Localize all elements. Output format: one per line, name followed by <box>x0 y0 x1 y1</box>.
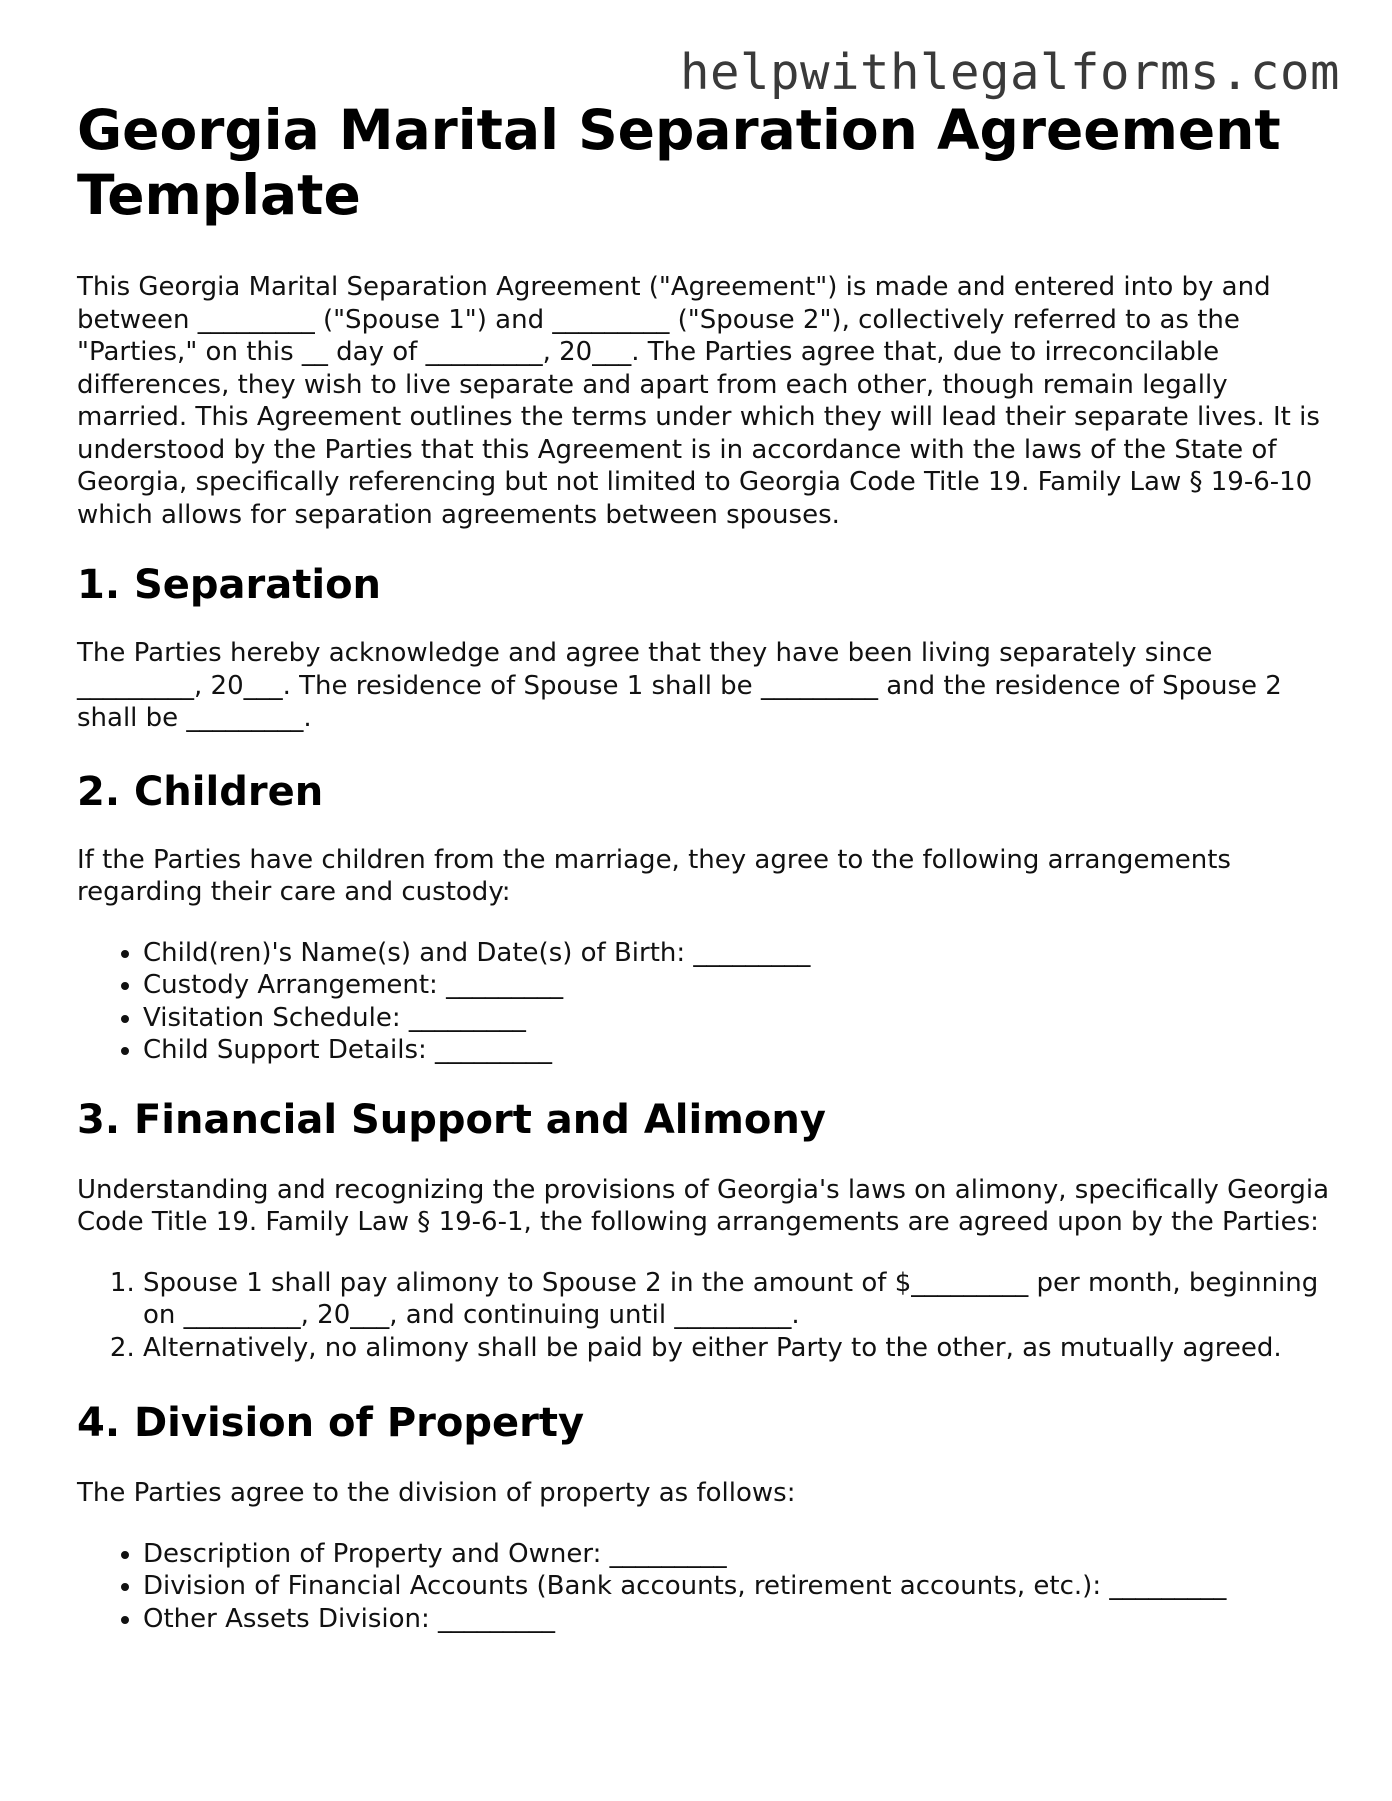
list-item: • Other Assets Division: _________ <box>143 1603 1337 1636</box>
watermark: helpwithlegalforms.com <box>679 44 1340 101</box>
intro-paragraph: This Georgia Marital Separation Agreement ("Agreement") is made and entered into by and between _________ ("Spouse 1") and _________ ("Spouse 2"), collectively referred to as the "Parties," on this __ day of _________, 20___. The Parties agree that, due to irreconcilable differences, they wish to live separate and apart from each other, though remain legally married. This Agreement outlines the terms under which they will lead their separate lives. It is understood by the Parties that this Agreement is in accordance with the laws of the State of Georgia, specifically referencing but not limited to Georgia Code Title 19. Family Law § 19-6-10 which allows for separation agreements between spouses. <box>77 272 1320 530</box>
list-item: • Visitation Schedule: _________ <box>143 1002 1337 1035</box>
list-item: 1. Spouse 1 shall pay alimony to Spouse 2 in the amount of $_________ per month, beginning on _________, 20___, and continuing until _________. <box>143 1267 1337 1332</box>
list-item: • Child Support Details: _________ <box>143 1034 1337 1067</box>
section-heading-separation: 1. Separation <box>77 562 382 608</box>
children-list <box>77 937 1337 1067</box>
section-heading-financial-support: 3. Financial Support and Alimony <box>77 1096 826 1143</box>
list-item: • Child(ren)'s Name(s) and Date(s) of Birth: _________ <box>143 937 1337 970</box>
document-page <box>77 98 1337 1635</box>
section-heading-division-of-property: 4. Division of Property <box>77 1400 585 1446</box>
document-title: Georgia Marital Separation Agreement Template <box>77 98 1281 227</box>
property-list <box>77 1538 1337 1636</box>
section-body-division-of-property: The Parties agree to the division of property as follows: <box>77 1478 796 1508</box>
list-item: 2. Alternatively, no alimony shall be paid by either Party to the other, as mutually agreed. <box>143 1332 1337 1365</box>
section-body-financial-support: Understanding and recognizing the provisions of Georgia's laws on alimony, specifically Georgia Code Title 19. Family Law § 19-6-1, the following arrangements are agreed upon by the Parties: <box>77 1174 1330 1237</box>
section-body-separation: The Parties hereby acknowledge and agree that they have been living separately since _________, 20___. The residence of Spouse 1 shall be _________ and the residence of Spouse 2 shall be _________. <box>77 638 1282 733</box>
alimony-list <box>77 1267 1337 1365</box>
list-item: • Division of Financial Accounts (Bank accounts, retirement accounts, etc.): _________ <box>143 1570 1337 1603</box>
section-body-children: If the Parties have children from the marriage, they agree to the following arrangements regarding their care and custody: <box>77 844 1231 907</box>
list-item: • Description of Property and Owner: _________ <box>143 1538 1337 1571</box>
section-heading-children: 2. Children <box>77 768 324 815</box>
list-item: • Custody Arrangement: _________ <box>143 969 1337 1002</box>
